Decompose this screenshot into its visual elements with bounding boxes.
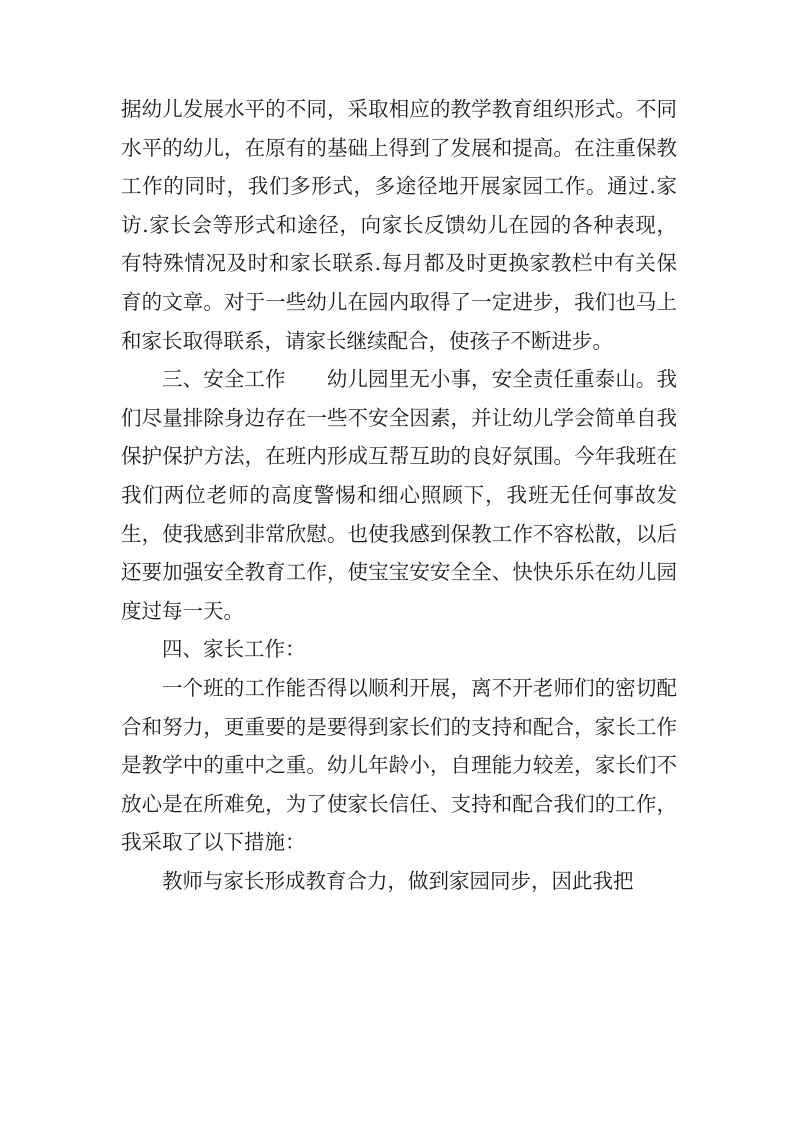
paragraph-safety-work: 三、安全工作 幼儿园里无小事，安全责任重泰山。我们尽量排除身边存在一些不安全因素，并让幼儿学会简单自我保护保护方法，在班内形成互帮互助的良好氛围。今年我班在我们两位老师的高度警惕和细心照顾下，我班无任何事故发生，使我感到非常欣慰。也使我感到保教工作不容松散，以后还要加强安全教育工作，使宝宝安安全全、快快乐乐在幼儿园度过每一天。 [121,367,677,623]
paragraph-continuation: 据幼儿发展水平的不同，采取相应的教学教育组织形式。不同水平的幼儿，在原有的基础上得到了发展和提高。在注重保教工作的同时，我们多形式，多途径地开展家园工作。通过.家访.家长会等形式和途径，向家长反馈幼儿在园的各种表现，有特殊情况及时和家长联系.每月都及时更换家教栏中有关保育的文章。对于一些幼儿在园内取得了一定进步，我们也马上和家长取得联系，请家长继续配合，使孩子不断进步。 [121,97,677,353]
paragraph-home-school-sync: 教师与家长形成教育合力，做到家园同步，因此我把 [162,868,634,893]
heading-parent-work: 四、家长工作： [162,637,306,662]
paragraph-parent-cooperation: 一个班的工作能否得以顺利开展，离不开老师们的密切配合和努力，更重要的是要得到家长们的支持和配合，家长工作是教学中的重中之重。幼儿年龄小，自理能力较差，家长们不放心是在所难免，为了使家长信任、支持和配合我们的工作，我采取了以下措施： [121,675,677,855]
body-text [121,90,677,900]
